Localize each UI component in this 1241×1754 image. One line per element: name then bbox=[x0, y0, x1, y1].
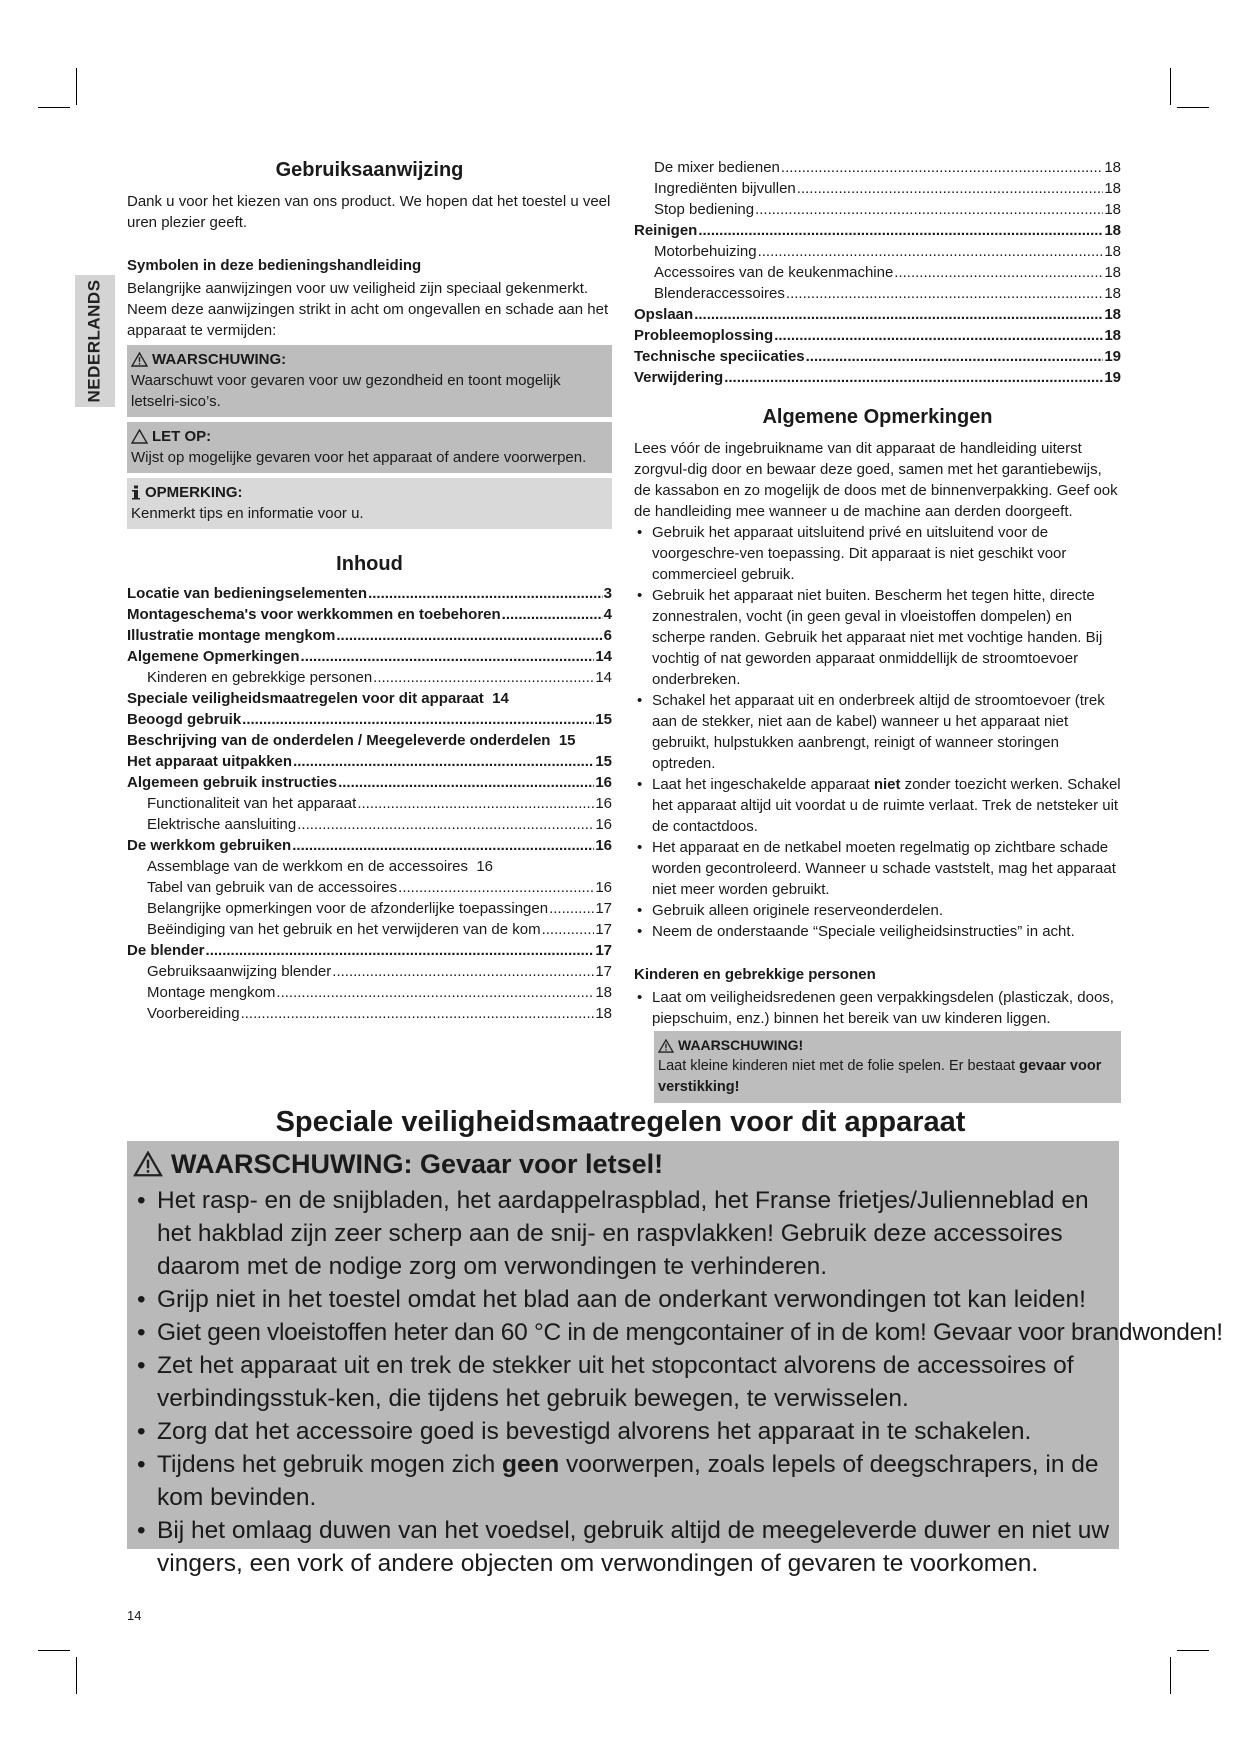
special-warning-title: WAARSCHUWING: Gevaar voor letsel! bbox=[171, 1149, 664, 1179]
toc-item-label: Voorbereiding bbox=[147, 1005, 240, 1022]
crop-mark bbox=[1170, 1657, 1171, 1694]
toc-item-label: Stop bediening bbox=[654, 201, 755, 218]
left-column bbox=[127, 157, 612, 1024]
note-text: Kenmerkt tips en informatie voor u. bbox=[131, 505, 364, 522]
toc-leader-dots bbox=[797, 178, 1104, 199]
toc-item-page: 18 bbox=[595, 1005, 612, 1022]
toc-leader-dots bbox=[781, 157, 1103, 178]
crop-mark bbox=[1177, 1650, 1209, 1651]
note-title: OPMERKING: bbox=[145, 484, 243, 501]
toc-item bbox=[127, 814, 612, 835]
toc-item-label: Opslaan bbox=[634, 306, 694, 323]
toc-item-page: 16 bbox=[595, 816, 612, 833]
toc-item-page: 16 bbox=[476, 858, 494, 875]
caution-text: Wijst op mogelijke gevaren voor het apparaat of andere voorwerpen. bbox=[131, 449, 587, 466]
toc-leader-dots bbox=[241, 1003, 595, 1024]
general-title: Algemene Opmerkingen bbox=[762, 406, 993, 428]
toc-item bbox=[127, 730, 612, 751]
list-item: • Laat om veiligheidsredenen geen verpakkingsdelen (plasticzak, doos, piepschuim, enz.) binnen het bereik van uw kinderen liggen. bbox=[634, 987, 1121, 1029]
toc-item-page: 16 bbox=[595, 774, 612, 791]
toc-item bbox=[127, 583, 612, 604]
toc-item bbox=[127, 982, 612, 1003]
crop-mark bbox=[76, 68, 77, 105]
toc-leader-dots bbox=[332, 961, 594, 982]
toc-item bbox=[127, 604, 612, 625]
warning-triangle-icon bbox=[133, 1151, 163, 1177]
toc-leader-dots bbox=[336, 625, 602, 646]
general-bullets bbox=[634, 522, 1121, 942]
children-bullets bbox=[634, 987, 1121, 1029]
toc-item-label: Blenderaccessoires bbox=[654, 285, 785, 302]
toc-item-label: De werkkom gebruiken bbox=[127, 837, 292, 854]
toc-item-page: 15 bbox=[595, 711, 612, 728]
toc-leader-dots bbox=[373, 667, 594, 688]
list-item: • Laat het ingeschakelde apparaat niet zonder toezicht werken. Schakel het apparaat altijd uit voordat u de ruimte verlaat. Trek de netsteker uit de contactdoos. bbox=[634, 774, 1121, 837]
toc-item-page: 6 bbox=[603, 627, 612, 644]
toc-leader-dots bbox=[502, 604, 603, 625]
toc-leader-dots bbox=[276, 982, 594, 1003]
toc-item-label: Locatie van bedieningselementen bbox=[127, 585, 368, 602]
page-number: 14 bbox=[127, 1608, 142, 1623]
toc-item-page: 17 bbox=[595, 900, 612, 917]
toc-item-label: Kinderen en gebrekkige personen bbox=[147, 669, 373, 686]
toc-item bbox=[634, 283, 1121, 304]
warning-triangle-icon bbox=[131, 352, 148, 367]
children-heading: Kinderen en gebrekkige personen bbox=[634, 966, 876, 983]
toc-item bbox=[127, 646, 612, 667]
toc-item-page: 18 bbox=[1104, 222, 1121, 239]
toc-leader-dots bbox=[786, 283, 1103, 304]
list-item: • Schakel het apparaat uit en onderbreek altijd de stroomtoevoer (trek aan de stekker, niet aan de kabel) wanneer u het apparaat niet gebruikt, hulpstukken aanbrengt, reinigt of wanneer storingen optreden. bbox=[634, 690, 1121, 774]
toc-item bbox=[127, 1003, 612, 1024]
toc-item-label: Technische speciicaties bbox=[634, 348, 805, 365]
toc-item-page: 16 bbox=[595, 795, 612, 812]
toc-item bbox=[634, 220, 1121, 241]
toc-item-label: Gebruiksaanwijzing blender bbox=[147, 963, 332, 980]
list-item: • Bij het omlaag duwen van het voedsel, gebruik altijd de meegeleverde duwer en niet uw vingers, een vork of andere objecten om verwondingen of gevaren te voorkomen. bbox=[133, 1514, 1119, 1580]
toc-item bbox=[634, 304, 1121, 325]
list-item: • Tijdens het gebruik mogen zich geen voorwerpen, zoals lepels of deegschrapers, in de kom bevinden. bbox=[133, 1448, 1119, 1514]
special-safety-title: Speciale veiligheidsmaatregelen voor dit apparaat bbox=[275, 1106, 966, 1138]
manual-title: Gebruiksaanwijzing bbox=[275, 159, 464, 181]
toc-item bbox=[634, 157, 1121, 178]
toc-item-page: 15 bbox=[558, 732, 576, 749]
toc-item bbox=[634, 346, 1121, 367]
list-item: • Gebruik het apparaat uitsluitend privé en uitsluitend voor de voorgeschre-ven toepassing. Dit apparaat is niet geschikt voor commercieel gebruik. bbox=[634, 522, 1121, 585]
symbols-heading: Symbolen in deze bedieningshandleiding bbox=[127, 257, 422, 274]
toc-item-label: Speciale veiligheidsmaatregelen voor dit apparaat bbox=[127, 690, 484, 707]
toc-item-page: 17 bbox=[595, 942, 612, 959]
toc-leader-dots bbox=[724, 367, 1103, 388]
toc-item-page: 14 bbox=[595, 648, 612, 665]
warning-box bbox=[127, 345, 612, 417]
toc-leader-dots bbox=[206, 940, 595, 961]
list-item: • Giet geen vloeistoffen heter dan 60 °C in de mengcontainer of in de kom! Gevaar voor brandwonden! bbox=[133, 1316, 1119, 1349]
toc-leader-dots bbox=[293, 751, 594, 772]
toc-leader-dots bbox=[242, 709, 594, 730]
toc-item bbox=[127, 961, 612, 982]
toc-item bbox=[127, 793, 612, 814]
toc-item bbox=[127, 835, 612, 856]
toc-item bbox=[634, 241, 1121, 262]
toc-item-page: 14 bbox=[595, 669, 612, 686]
caution-box bbox=[127, 422, 612, 473]
toc-item bbox=[127, 751, 612, 772]
toc-item-label: Belangrijke opmerkingen voor de afzonderlijke toepassingen bbox=[147, 900, 549, 917]
children-warning-title: WAARSCHUWING! bbox=[678, 1037, 804, 1053]
toc-item-page: 3 bbox=[603, 585, 612, 602]
toc-list-continued bbox=[634, 157, 1121, 388]
toc-leader-dots bbox=[698, 220, 1103, 241]
caution-triangle-icon bbox=[131, 429, 148, 444]
toc-leader-dots bbox=[694, 304, 1103, 325]
toc-item-page: 19 bbox=[1104, 348, 1121, 365]
toc-item bbox=[127, 667, 612, 688]
general-intro: Lees vóór de ingebruikname van dit apparaat de handleiding uiterst zorgvul-dig door en bewaar deze goed, samen met het garantiebewijs, de kassabon en zo mogelijk de doos met de binnenverpakking. Geef ook de handleiding mee wanneer u de machine aan derden doorgeeft. bbox=[634, 440, 1118, 520]
toc-item-page: 4 bbox=[603, 606, 612, 623]
toc-leader-dots bbox=[542, 919, 595, 940]
language-tab-label: NEDERLANDS bbox=[85, 279, 104, 403]
toc-item-label: Motorbehuizing bbox=[654, 243, 757, 260]
toc-leader-dots bbox=[301, 646, 595, 667]
toc-item-page: 18 bbox=[1104, 159, 1121, 176]
crop-mark bbox=[38, 1650, 70, 1651]
toc-leader-dots bbox=[774, 325, 1103, 346]
toc-item-label: Probleemoplossing bbox=[634, 327, 774, 344]
toc-leader-dots bbox=[549, 898, 594, 919]
toc-item-label: De mixer bedienen bbox=[654, 159, 780, 176]
toc-leader-dots bbox=[292, 835, 594, 856]
toc-item-label: Reinigen bbox=[634, 222, 698, 239]
toc-leader-dots bbox=[297, 814, 594, 835]
list-item: • Gebruik het apparaat niet buiten. Bescherm het tegen hitte, directe zonnestralen, vocht (in geen geval in vloeistoffen dompelen) en scherpe randen. Gebruik het apparaat niet met vochtige handen. Bij vochtig of nat geworden apparaat onmiddellijk de stroomtoevoer onderbreken. bbox=[634, 585, 1121, 690]
list-item: • Zorg dat het accessoire goed is bevestigd alvorens het apparaat in te schakelen. bbox=[133, 1415, 1119, 1448]
toc-item-page: 18 bbox=[1104, 327, 1121, 344]
toc-item bbox=[634, 178, 1121, 199]
toc-item-page: 18 bbox=[1104, 180, 1121, 197]
toc-item-page: 17 bbox=[595, 963, 612, 980]
toc-item bbox=[127, 688, 612, 709]
list-item: • Gebruik alleen originele reserveonderdelen. bbox=[634, 900, 1121, 921]
toc-item bbox=[127, 940, 612, 961]
toc-leader-dots bbox=[758, 241, 1104, 262]
children-warning-box bbox=[654, 1031, 1121, 1103]
toc-item-label: Ingrediënten bijvullen bbox=[654, 180, 796, 197]
toc-item-label: Beoogd gebruik bbox=[127, 711, 242, 728]
crop-mark bbox=[1170, 68, 1171, 105]
toc-item bbox=[127, 919, 612, 940]
special-warning-box bbox=[127, 1141, 1223, 1577]
toc-item-label: Montage mengkom bbox=[147, 984, 276, 1001]
toc-leader-dots bbox=[368, 583, 603, 604]
toc-item-label: Algemene Opmerkingen bbox=[127, 648, 300, 665]
warning-text: Waarschuwt voor gevaren voor uw gezondheid en toont mogelijk letselri-sico’s. bbox=[131, 372, 561, 410]
children-warning-text: Laat kleine kinderen niet met de folie spelen. Er bestaat gevaar voor verstikking! bbox=[658, 1058, 1102, 1095]
toc-item bbox=[634, 199, 1121, 220]
crop-mark bbox=[38, 107, 70, 108]
toc-item-label: Accessoires van de keukenmachine bbox=[654, 264, 894, 281]
toc-item-page: 16 bbox=[595, 879, 612, 896]
toc-item-label: Verwijdering bbox=[634, 369, 724, 386]
toc-item-label: Montageschema's voor werkkommen en toebehoren bbox=[127, 606, 501, 623]
list-item: • Zet het apparaat uit en trek de stekker uit het stopcontact alvorens de accessoires of verbindingsstuk-ken, die tijdens het gebruik bewegen, te verwisselen. bbox=[133, 1349, 1119, 1415]
toc-item-label: Het apparaat uitpakken bbox=[127, 753, 293, 770]
toc-item-page: 18 bbox=[1104, 285, 1121, 302]
toc-item-label: Assemblage van de werkkom en de accessoires bbox=[147, 858, 468, 875]
list-item: • Het apparaat en de netkabel moeten regelmatig op zichtbare schade worden gecontroleerd. Wanneer u schade vaststelt, mag het apparaat niet meer worden gebruikt. bbox=[634, 837, 1121, 900]
toc-leader-dots bbox=[806, 346, 1104, 367]
toc-item-page: 18 bbox=[1104, 306, 1121, 323]
toc-item bbox=[127, 856, 612, 877]
info-icon bbox=[131, 485, 141, 500]
toc-item-page: 14 bbox=[492, 690, 509, 707]
right-column bbox=[634, 157, 1121, 1108]
toc-item bbox=[127, 772, 612, 793]
symbols-text: Belangrijke aanwijzingen voor uw veiligheid zijn speciaal gekenmerkt. Neem deze aanwijzingen strikt in acht om ongevallen en schade aan het apparaat te vermijden: bbox=[127, 280, 609, 339]
toc-item-label: Algemeen gebruik instructies bbox=[127, 774, 338, 791]
toc-item-label: Tabel van gebruik van de accessoires bbox=[147, 879, 398, 896]
toc-list bbox=[127, 583, 612, 1024]
language-tab bbox=[75, 275, 115, 407]
special-bullets bbox=[133, 1184, 1223, 1580]
toc-leader-dots bbox=[398, 877, 594, 898]
toc-item-page: 18 bbox=[1104, 264, 1121, 281]
toc-item bbox=[127, 625, 612, 646]
toc-item bbox=[127, 877, 612, 898]
toc-leader-dots bbox=[755, 199, 1103, 220]
toc-leader-dots bbox=[894, 262, 1103, 283]
toc-item-label: Illustratie montage mengkom bbox=[127, 627, 336, 644]
crop-mark bbox=[76, 1657, 77, 1694]
intro-text: Dank u voor het kiezen van ons product. We hopen dat het toestel u veel uren plezier geeft. bbox=[127, 193, 611, 231]
list-item: • Neem de onderstaande “Speciale veiligheidsinstructies” in acht. bbox=[634, 921, 1121, 942]
toc-leader-dots bbox=[338, 772, 594, 793]
crop-mark bbox=[1177, 107, 1209, 108]
toc-item-page: 19 bbox=[1104, 369, 1121, 386]
toc-item-page: 18 bbox=[1104, 243, 1121, 260]
toc-item-page: 18 bbox=[1104, 201, 1121, 218]
caution-title: LET OP: bbox=[152, 428, 212, 445]
toc-item-page: 17 bbox=[595, 921, 612, 938]
toc-item-page: 18 bbox=[595, 984, 612, 1001]
toc-item-label: Beschrijving van de onderdelen / Meegeleverde onderdelen bbox=[127, 732, 551, 749]
warning-triangle-icon bbox=[658, 1039, 674, 1053]
toc-item-label: Beëindiging van het gebruik en het verwijderen van de kom bbox=[147, 921, 541, 938]
toc-leader-dots bbox=[357, 793, 594, 814]
toc-item bbox=[634, 262, 1121, 283]
toc-item-label: De blender bbox=[127, 942, 205, 959]
warning-title: WAARSCHUWING: bbox=[152, 351, 287, 368]
toc-item-label: Functionaliteit van het apparaat bbox=[147, 795, 357, 812]
toc-item bbox=[127, 709, 612, 730]
toc-item-page: 15 bbox=[595, 753, 612, 770]
toc-item-label: Elektrische aansluiting bbox=[147, 816, 297, 833]
toc-item bbox=[127, 898, 612, 919]
note-box bbox=[127, 478, 612, 529]
list-item: • Grijp niet in het toestel omdat het blad aan de onderkant verwondingen tot kan leiden! bbox=[133, 1283, 1119, 1316]
toc-title: Inhoud bbox=[336, 553, 403, 575]
toc-item bbox=[634, 325, 1121, 346]
toc-item bbox=[634, 367, 1121, 388]
list-item: • Het rasp- en de snijbladen, het aardappelraspblad, het Franse frietjes/Julienneblad en het hakblad zijn zeer scherp aan de snij- en raspvlakken! Gebruik deze accessoires daarom met de nodige zorg om verwondingen te verhinderen. bbox=[133, 1184, 1119, 1283]
toc-item-page: 16 bbox=[595, 837, 612, 854]
